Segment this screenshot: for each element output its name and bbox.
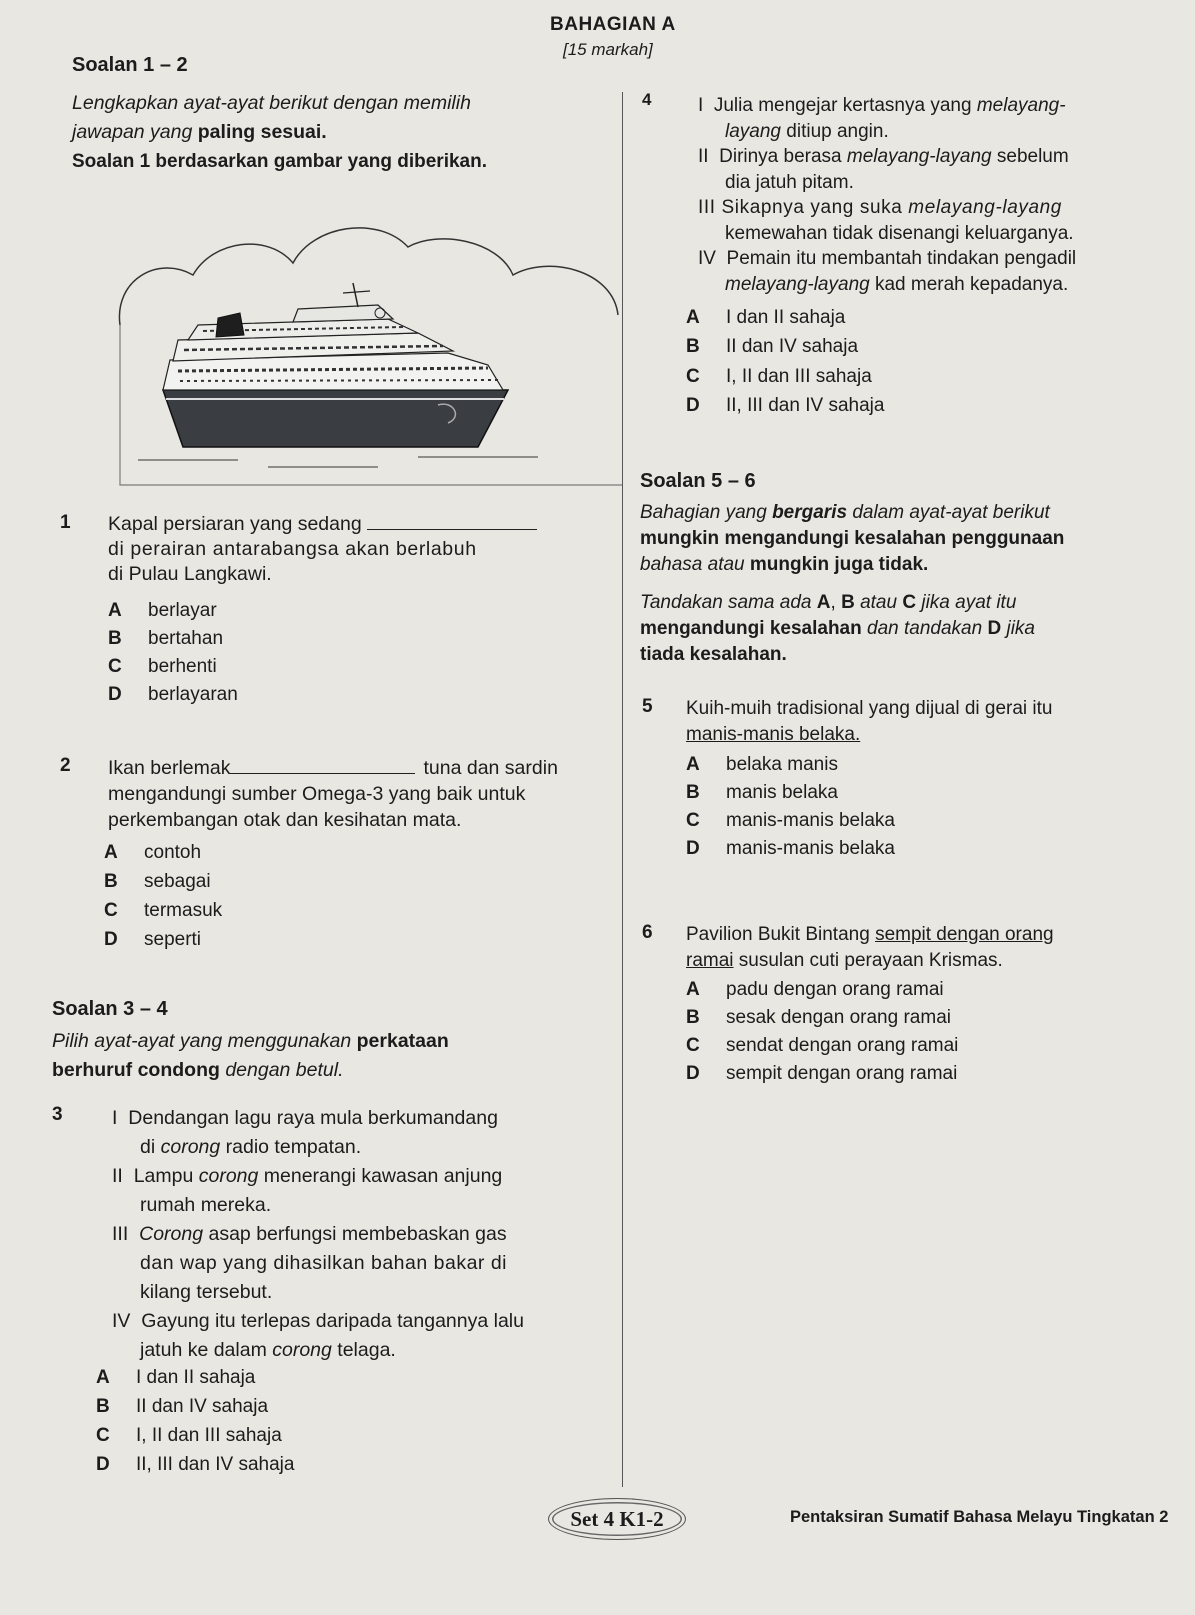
q4-option-a[interactable]: A I dan II sahaja <box>686 307 846 328</box>
q1-number: 1 <box>60 512 71 533</box>
q5-option-d[interactable]: D manis-manis belaka <box>686 838 895 859</box>
q6-stem: Pavilion Bukit Bintang sempit dengan orang ramai susulan cuti perayaan Krismas. <box>686 924 1054 971</box>
q4-option-d[interactable]: D II, III dan IV sahaja <box>686 395 885 416</box>
q4-number: 4 <box>642 90 652 109</box>
q4-option-c[interactable]: C I, II dan III sahaja <box>686 366 872 387</box>
group-5-6-instructions: Bahagian yang bergaris dalam ayat-ayat berikut mungkin mengandungi kesalahan penggunaan bahasa atau mungkin juga tidak. Tandakan sama ada A, B atau C jika ayat itu mengandungi kesalahan dan tandakan D jika tiada kesalahan. <box>640 502 1065 665</box>
q1-option-d[interactable]: D berlayaran <box>108 684 238 705</box>
group-3-4-title: Soalan 3 – 4 <box>52 998 168 1020</box>
group-1-2-instructions: Lengkapkan ayat-ayat berikut dengan memilih jawapan yang paling sesuai. <box>72 92 471 143</box>
group-1-2-title: Soalan 1 – 2 <box>72 54 188 76</box>
q5-option-b[interactable]: B manis belaka <box>686 782 838 803</box>
set-badge: Set 4 K1-2 <box>548 1498 686 1540</box>
marks-label: [15 markah] <box>563 40 653 59</box>
q4-option-b[interactable]: B II dan IV sahaja <box>686 336 859 357</box>
q3-option-c[interactable]: C I, II dan III sahaja <box>96 1425 282 1446</box>
footer-book-title: Pentaksiran Sumatif Bahasa Melayu Tingkatan 2 <box>790 1508 1169 1526</box>
section-title: BAHAGIAN A <box>550 14 676 35</box>
q5-option-c[interactable]: C manis-manis belaka <box>686 810 895 831</box>
q5-option-a[interactable]: A belaka manis <box>686 754 838 775</box>
q3-option-a[interactable]: A I dan II sahaja <box>96 1367 256 1388</box>
q4-statements: I Julia mengejar kertasnya yang melayang- layang ditiup angin. II Dirinya berasa melayang-layang sebelum dia jatuh pitam. III Sikapnya yang suka melayang-layang kemewahan tidak disenangi keluarganya. IV Pemain itu membantah tindakan pengadil melayang-layang kad merah kepadanya. <box>698 95 1077 295</box>
q6-option-a[interactable]: A padu dengan orang ramai <box>686 979 944 1000</box>
q2-option-d[interactable]: D seperti <box>104 929 202 950</box>
group-5-6-title: Soalan 5 – 6 <box>640 470 756 492</box>
picture-note: Soalan 1 berdasarkan gambar yang diberikan. <box>72 151 487 172</box>
q1-option-a[interactable]: A berlayar <box>108 600 217 621</box>
q2-option-b[interactable]: B sebagai <box>104 871 211 892</box>
q2-option-a[interactable]: A contoh <box>104 842 202 863</box>
column-divider <box>622 92 623 1487</box>
q6-number: 6 <box>642 922 653 943</box>
q3-option-d[interactable]: D II, III dan IV sahaja <box>96 1454 295 1475</box>
q2-number: 2 <box>60 755 71 776</box>
cruise-ship-illustration <box>118 185 623 490</box>
q5-stem: Kuih-muih tradisional yang dijual di gerai itu manis-manis belaka. <box>686 698 1053 745</box>
group-3-4-instructions: Pilih ayat-ayat yang menggunakan perkataan berhuruf condong dengan betul. <box>52 1030 449 1081</box>
q1-option-b[interactable]: B bertahan <box>108 628 224 649</box>
q6-option-d[interactable]: D sempit dengan orang ramai <box>686 1063 958 1084</box>
q3-number: 3 <box>52 1104 63 1125</box>
q5-number: 5 <box>642 696 653 717</box>
q3-statements: I Dendangan lagu raya mula berkumandang di corong radio tempatan. II Lampu corong menerangi kawasan anjung rumah mereka. III Corong asap berfungsi membebaskan gas dan wap yang dihasilkan bahan bakar di kilang tersebut. IV Gayung itu terlepas daripada tangannya lalu jatuh ke dalam corong telaga. <box>112 1107 524 1361</box>
q1-option-c[interactable]: C berhenti <box>108 656 217 677</box>
q6-option-b[interactable]: B sesak dengan orang ramai <box>686 1007 951 1028</box>
q1-stem: Kapal persiaran yang sedang di perairan antarabangsa akan berlabuh di Pulau Langkawi. <box>108 512 608 587</box>
q6-option-c[interactable]: C sendat dengan orang ramai <box>686 1035 959 1056</box>
q3-option-b[interactable]: B II dan IV sahaja <box>96 1396 269 1417</box>
q2-stem: Ikan berlemak tuna dan sardin mengandungi sumber Omega-3 yang baik untuk perkembangan otak dan kesihatan mata. <box>108 757 558 831</box>
q2-option-c[interactable]: C termasuk <box>104 900 223 921</box>
